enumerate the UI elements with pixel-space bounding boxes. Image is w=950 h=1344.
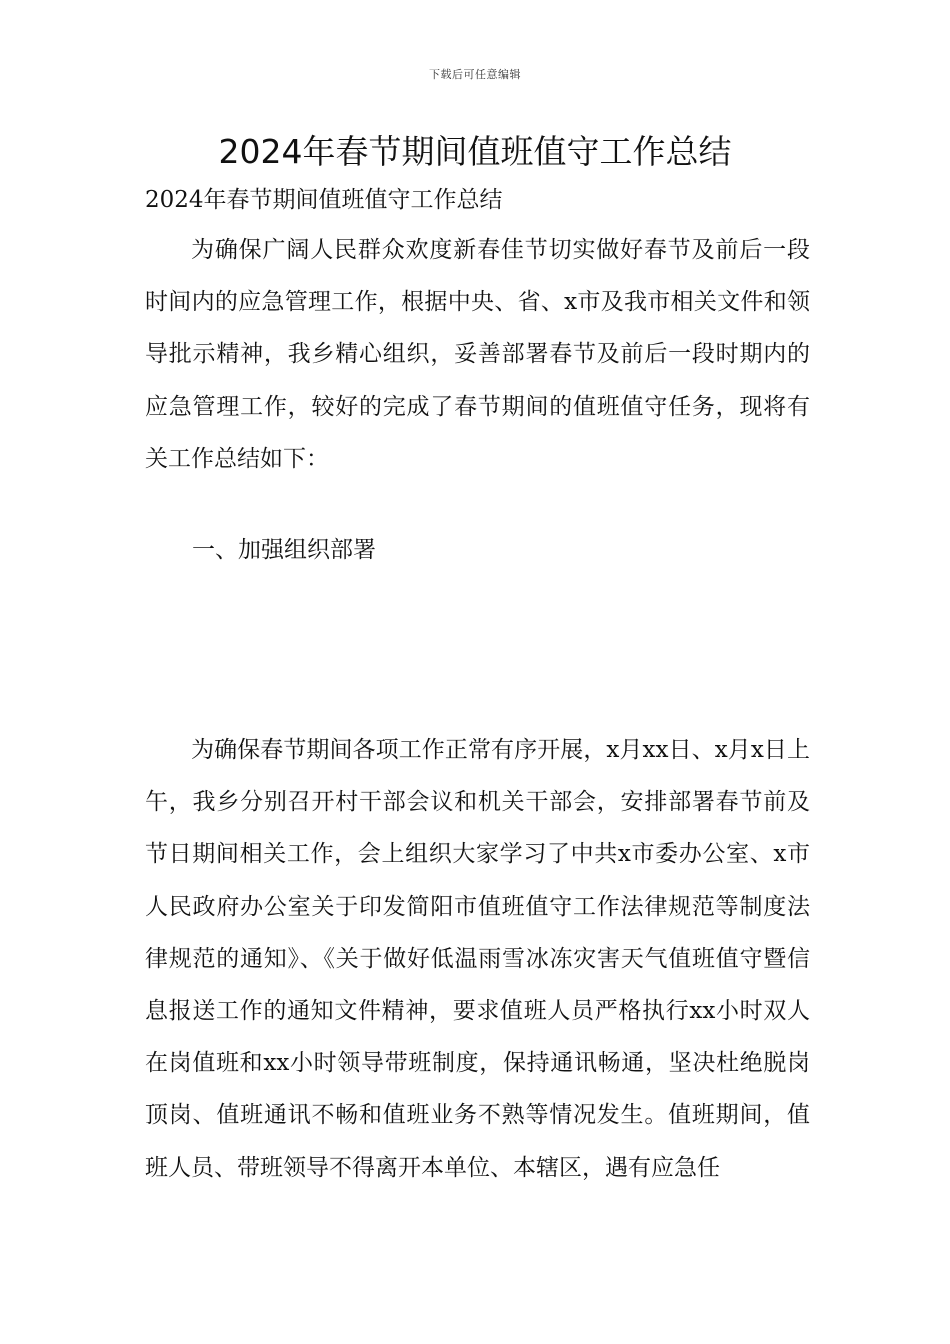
document-title: 2024年春节期间值班值守工作总结 — [218, 132, 732, 171]
header-note: 下载后可任意编辑 — [429, 68, 521, 81]
document-subtitle: 2024年春节期间值班值守工作总结 — [145, 187, 503, 213]
section-body-paragraph: 为确保春节期间各项工作正常有序开展，x月xx日、x月x日上午，我乡分别召开村干部会议和机关干部会，安排部署春节前及节日期间相关工作，会上组织大家学习了中共x市委办公室、x市人民政府办公室关于印发简阳市值班值守工作法律规范等制度法律规范的通知》、《关于做好低温雨雪冰冻灾害天气值班值守暨信息报送工作的通知文件精神，要求值班人员严格执行xx小时双人在岗值班和xx小时领导带班制度，保持通讯畅通，坚决杜绝脱岗顶岗、值班通讯不畅和值班业务不熟等情况发生。值班期间，值班人员、带班领导不得离开本单位、本辖区，遇有应急任 — [145, 737, 810, 1181]
intro-paragraph: 为确保广阔人民群众欢度新春佳节切实做好春节及前后一段时间内的应急管理工作，根据中央、省、x市及我市相关文件和领导批示精神，我乡精心组织，妥善部署春节及前后一段时期内的应急管理工作，较好的完成了春节期间的值班值守任务，现将有关工作总结如下： — [145, 237, 810, 472]
section-heading: 一、加强组织部署 — [192, 537, 376, 563]
